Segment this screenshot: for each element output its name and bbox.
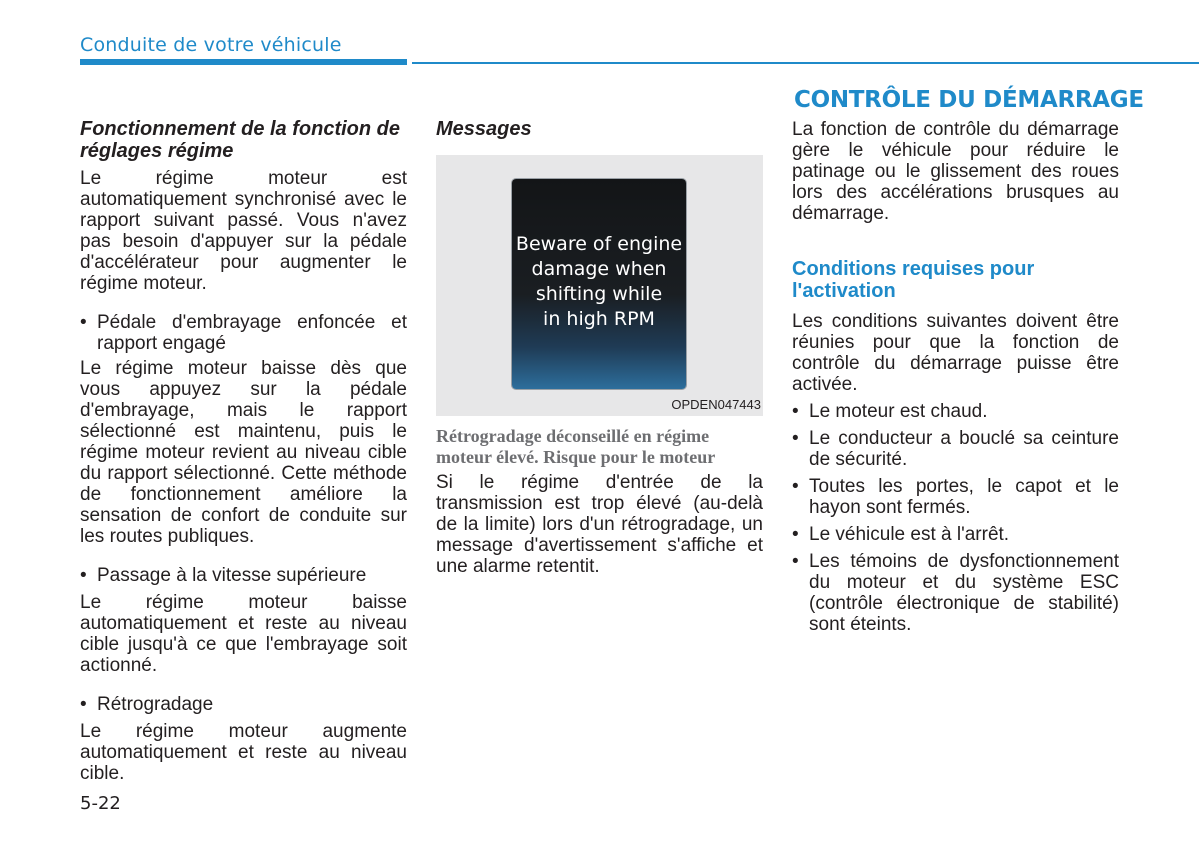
paragraph-intro: La fonction de contrôle du démarrage gère le véhicule pour réduire le patinage ou le glissement des roues lors des accélérations brusques au démarrage. (792, 119, 1119, 224)
bullet-item (80, 565, 407, 586)
condition-text: Le moteur est chaud. (809, 401, 988, 422)
display-line: shifting while (535, 283, 663, 305)
bullet-text: Rétrogradage (97, 694, 214, 715)
condition-item (792, 524, 1119, 545)
page-number: 5-22 (80, 793, 121, 814)
column-middle (436, 118, 763, 577)
column-left (80, 118, 407, 784)
figure-caption: Rétrogradage déconseillé en régime moteur élevé. Risque pour le moteur (436, 426, 716, 467)
condition-item (792, 551, 1119, 635)
bullet-item (80, 312, 407, 354)
display-line: Beware of engine (515, 233, 683, 255)
figure (436, 155, 763, 416)
paragraph: Le régime moteur baisse dès que vous appuyez sur la pédale d'embrayage, mais le rapport sélectionné est maintenu, puis le régime moteur revient au niveau cible du rapport sélectionné. Cette méthode de fonctionnement améliore la sensation de confort de conduite sur les routes publiques. (80, 358, 407, 547)
bullet-dot: • (80, 312, 87, 333)
bullet-dot: • (792, 524, 799, 545)
condition-text: Toutes les portes, le capot et le hayon sont fermés. (809, 476, 1119, 518)
paragraph: Si le régime d'entrée de la transmission est trop élevé (au-delà de la limite) lors d'un rétrogradage, un message d'avertissement s'affiche et une alarme retentit. (436, 472, 763, 577)
bullet-dot: • (792, 428, 799, 449)
condition-item (792, 476, 1119, 518)
paragraph-intro: Le régime moteur est automatiquement synchronisé avec le rapport suivant passé. Vous n'avez pas besoin d'appuyer sur la pédale d'accélérateur pour augmenter le régime moteur. (80, 168, 407, 294)
display-message (512, 232, 686, 332)
section-header: Conduite de votre véhicule (80, 34, 342, 56)
bullet-dot: • (792, 551, 799, 572)
condition-item (792, 428, 1119, 470)
paragraph: Le régime moteur baisse automatiquement et reste au niveau cible jusqu'à ce que l'embrayage soit actionné. (80, 592, 407, 676)
paragraph: Le régime moteur augmente automatiquement et reste au niveau cible. (80, 721, 407, 784)
condition-text: Le véhicule est à l'arrêt. (809, 524, 1010, 545)
cluster-display (512, 179, 686, 389)
condition-text: Le conducteur a bouclé sa ceinture de sécurité. (809, 428, 1119, 470)
bullet-text: Passage à la vitesse supérieure (97, 565, 367, 586)
condition-text: Les témoins de dysfonctionnement du moteur et du système ESC (contrôle électronique de stabilité) sont éteints. (809, 551, 1119, 635)
section-title: CONTRÔLE DU DÉMARRAGE (794, 87, 1144, 113)
display-line: in high RPM (543, 308, 655, 330)
bullet-dot: • (80, 565, 87, 586)
bullet-dot: • (792, 476, 799, 497)
condition-item (792, 401, 1119, 422)
subsection-heading: Conditions requises pour l'activation (792, 258, 1035, 302)
figure-code: OPDEN047443 (671, 397, 761, 412)
header-rule-thin (412, 62, 1199, 64)
bullet-dot: • (80, 694, 87, 715)
bullet-dot: • (792, 401, 799, 422)
display-line: damage when (531, 258, 667, 280)
bullet-text: Pédale d'embrayage enfoncée et rapport engagé (97, 312, 407, 354)
messages-heading: Messages (436, 118, 532, 140)
header-rule-thick (80, 59, 407, 65)
paragraph: Les conditions suivantes doivent être réunies pour que la fonction de contrôle du démarrage puisse être activée. (792, 311, 1119, 395)
bullet-item (80, 694, 407, 715)
column-right (792, 87, 1144, 635)
subsection-heading: Fonctionnement de la fonction de réglages régime (80, 118, 400, 162)
